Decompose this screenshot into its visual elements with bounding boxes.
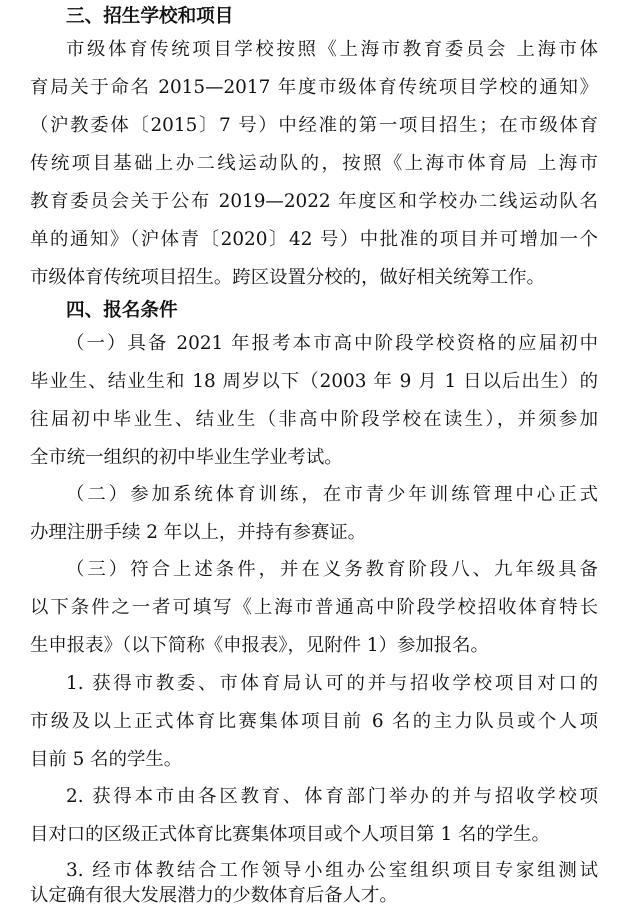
paragraph-line: 认定确有很大发展潜力的少数体育后备人才。 bbox=[30, 885, 398, 906]
paragraph-line: 市级及以上正式体育比赛集体项目前 6 名的主力队员或个人项 bbox=[30, 711, 598, 732]
paragraph-line: 市级体育传统项目招生。跨区设置分校的，做好相关统筹工作。 bbox=[30, 267, 545, 288]
paragraph-line: 市级体育传统项目学校按照《上海市教育委员会 上海市体 bbox=[66, 39, 598, 60]
paragraph-line: （一）具备 2021 年报考本市高中阶段学校资格的应届初中 bbox=[66, 333, 598, 354]
paragraph-line: 育局关于命名 2015—2017 年度市级体育传统项目学校的通知》 bbox=[30, 77, 598, 98]
paragraph-line: 往届初中毕业生、结业生（非高中阶段学校在读生），并须参加 bbox=[30, 409, 598, 430]
paragraph-line: 教育委员会关于公布 2019—2022 年度区和学校办二线运动队名 bbox=[30, 191, 598, 212]
paragraph-line: 办理注册手续 2 年以上，并持有参赛证。 bbox=[30, 522, 367, 543]
paragraph-line: （沪教委体〔2015〕7 号）中经准的第一项目招生；在市级体育 bbox=[30, 115, 598, 136]
paragraph-line: （三）符合上述条件，并在义务教育阶段八、九年级具备 bbox=[66, 559, 598, 580]
paragraph-line: 全市统一组织的初中毕业生学业考试。 bbox=[30, 447, 343, 468]
paragraph-line: 以下条件之一者可填写《上海市普通高中阶段学校招收体育特长 bbox=[30, 597, 598, 618]
section-heading-conditions: 四、报名条件 bbox=[66, 300, 178, 321]
paragraph-line: 单的通知》（沪体青〔2020〕42 号）中批准的项目并可增加一个 bbox=[30, 229, 598, 250]
section-heading-schools: 三、招生学校和项目 bbox=[66, 6, 234, 27]
paragraph-line: 2. 获得本市由各区教育、体育部门举办的并与招收学校项 bbox=[66, 786, 598, 807]
paragraph-line: 毕业生、结业生和 18 周岁以下（2003 年 9 月 1 日以后出生）的 bbox=[30, 371, 598, 392]
paragraph-line: 目对口的区级正式体育比赛集体项目或个人项目第 1 名的学生。 bbox=[30, 824, 550, 845]
paragraph-line: 3. 经市体教结合工作领导小组办公室组织项目专家组测试 bbox=[66, 860, 598, 881]
paragraph-line: 1. 获得市教委、市体育局认可的并与招收学校项目对口的 bbox=[66, 673, 598, 694]
paragraph-line: 生申报表》（以下简称《申报表》，见附件 1）参加报名。 bbox=[30, 635, 489, 656]
paragraph-line: 传统项目基础上办二线运动队的，按照《上海市体育局 上海市 bbox=[30, 153, 598, 174]
paragraph-line: 目前 5 名的学生。 bbox=[30, 749, 183, 770]
paragraph-line: （二）参加系统体育训练，在市青少年训练管理中心正式 bbox=[66, 484, 598, 505]
